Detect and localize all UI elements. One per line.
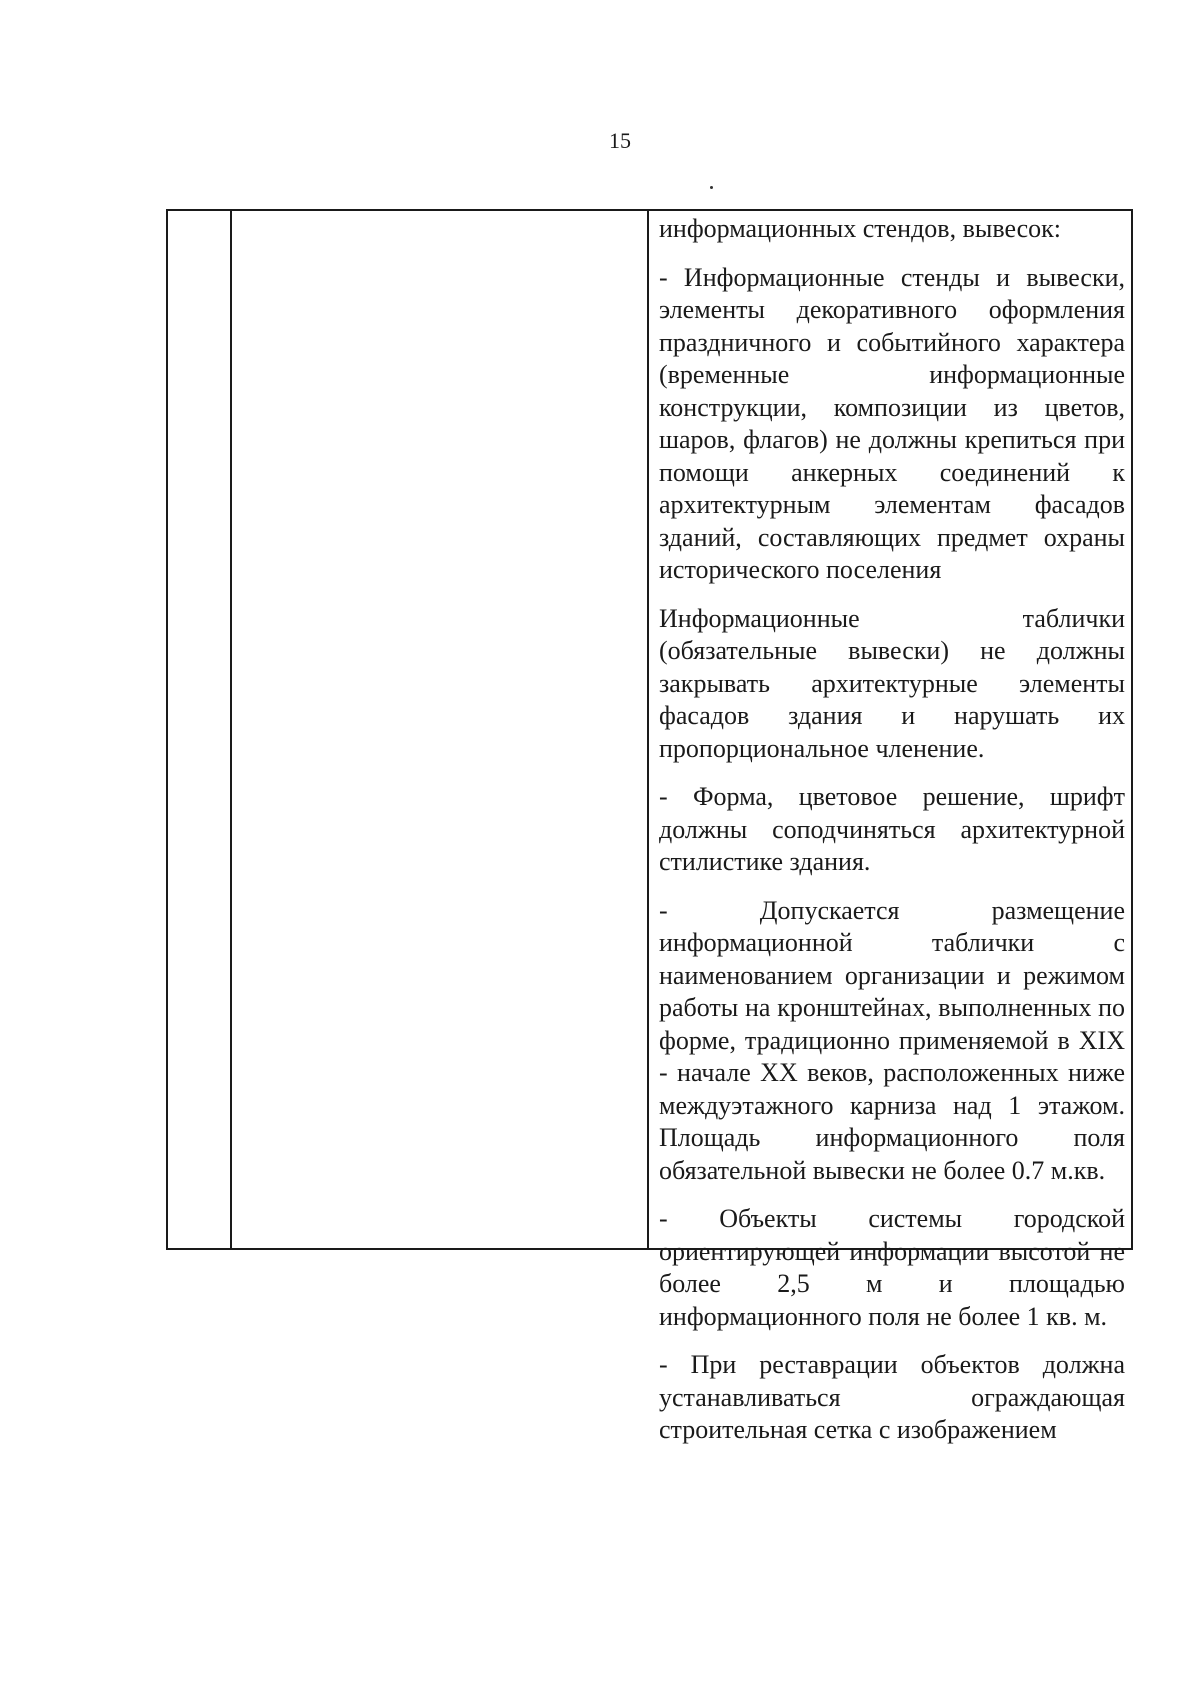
table-column-divider-1 bbox=[230, 211, 232, 1248]
scan-dot-mark bbox=[710, 186, 713, 189]
requirement-paragraph-restoration: - При реставрации объектов должна устанавливаться ограждающая строительная сетка с изображением bbox=[659, 1350, 1125, 1444]
requirement-paragraph-brackets: - Допускается размещение информационной таблички с наименованием организации и режимом работы на кронштейнах, выполненных по форме, традиционно применяемой в XIX - начале XX веков, расположенных ниже междуэтажного карниза над 1 этажом. Площадь информационного поля обязательной вывески не более 0.7 м.кв. bbox=[659, 895, 1125, 1185]
table-column-divider-2 bbox=[647, 211, 649, 1248]
requirement-paragraph-stands: - Информационные стенды и вывески, элементы декоративного оформления праздничного и событийного характера (временные информационные конструкции, композиции из цветов, шаров, флагов) не должны крепиться при помощи анкерных соединений к архитектурным элементам фасадов зданий, составляющих предмет охраны исторического поселения bbox=[659, 262, 1125, 584]
table-cell-requirements bbox=[659, 211, 1125, 1444]
document-table bbox=[166, 209, 1133, 1444]
page-number: 15 bbox=[609, 128, 631, 153]
requirement-paragraph-orientation: - Объекты системы городской ориентирующей информации высотой не более 2,5 м и площадью информационного поля не более 1 кв. м. bbox=[659, 1204, 1125, 1331]
requirement-paragraph-form: - Форма, цветовое решение, шрифт должны соподчиняться архитектурной стилистике здания. bbox=[659, 782, 1125, 876]
requirement-paragraph-intro: информационных стендов, вывесок: bbox=[659, 214, 1062, 243]
requirement-paragraph-plates: Информационные таблички (обязательные вывески) не должны закрывать архитектурные элементы фасадов здания и нарушать их пропорциональное членение. bbox=[659, 603, 1125, 763]
